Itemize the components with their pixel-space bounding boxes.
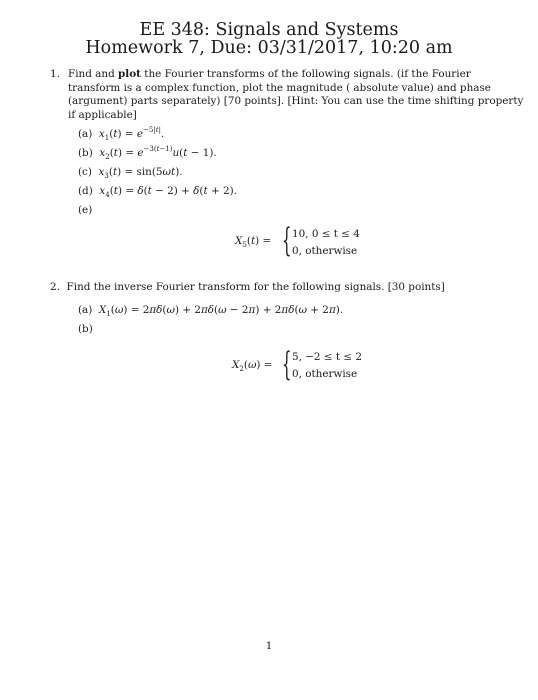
question-1 xyxy=(50,68,524,122)
piecewise-x2-case-1: 5, −2 ≤ t ≤ 2 xyxy=(292,351,362,363)
question-1-text-b: the Fourier transforms of the following signals. (if the Fourier transform is a complex function, plot the magnitude ( absolute value) and phase (argument) parts separately) [70 points]. [Hint: You can use the time shifting property if applicable] xyxy=(68,68,524,121)
question-1-number: 1. xyxy=(50,68,60,80)
q1-item-d-expr: $x_4(t) = \delta(t - 2) + \delta(t + 2)$. xyxy=(99,185,237,199)
q1-item-b xyxy=(78,147,217,159)
piecewise-x2-brace: { xyxy=(282,344,292,383)
q2-item-a xyxy=(78,304,343,316)
piecewise-x5-case-2: 0, otherwise xyxy=(292,245,358,257)
q1-item-a xyxy=(78,128,164,140)
q2-item-b xyxy=(78,323,93,335)
question-2-number: 2. xyxy=(50,281,60,293)
title-line-1: EE 348: Signals and Systems xyxy=(139,20,399,40)
question-1-bold: plot xyxy=(118,68,141,80)
page-number: 1 xyxy=(265,640,273,652)
question-2-text: Find the inverse Fourier transform for the following signals. [30 points] xyxy=(66,281,445,293)
q2-item-b-label: (b) xyxy=(78,323,93,335)
title-line-2: Homework 7, Due: 03/31/2017, 10:20 am xyxy=(85,38,453,58)
q1-item-d xyxy=(78,185,237,197)
question-2 xyxy=(50,281,445,295)
q1-item-e-label: (e) xyxy=(78,204,93,216)
piecewise-x5-brace: { xyxy=(282,220,292,259)
piecewise-x2-lhs: $X_2(\omega)$ = xyxy=(232,359,273,373)
q1-item-b-expr: $x_2(t) = e^{-3(t-1)}u(t - 1)$. xyxy=(99,145,217,161)
question-1-text-a: Find and xyxy=(68,68,119,80)
q1-item-c xyxy=(78,166,183,178)
q1-item-a-expr: $x_1(t) = e^{-5|t|}$. xyxy=(98,126,165,142)
q1-item-a-label: (a) xyxy=(78,128,93,140)
q2-item-a-expr: $X_1(\omega) = 2\pi\delta(\omega) + 2\pi\delta(\omega - 2\pi) + 2\pi\delta(\omega + 2\pi)$. xyxy=(98,304,344,318)
q2-item-a-label: (a) xyxy=(78,304,93,316)
q1-item-d-label: (d) xyxy=(78,185,93,197)
q1-item-c-label: (c) xyxy=(78,166,92,178)
q1-item-e xyxy=(78,204,92,216)
q1-item-c-expr: $x_3(t) = \sin(5\omega t)$. xyxy=(98,166,183,180)
q1-item-b-label: (b) xyxy=(78,147,93,159)
piecewise-x5-lhs: $X_5(t)$ = xyxy=(235,235,272,249)
piecewise-x2-case-2: 0, otherwise xyxy=(292,368,358,380)
piecewise-x5-case-1: 10, 0 ≤ t ≤ 4 xyxy=(292,228,360,240)
